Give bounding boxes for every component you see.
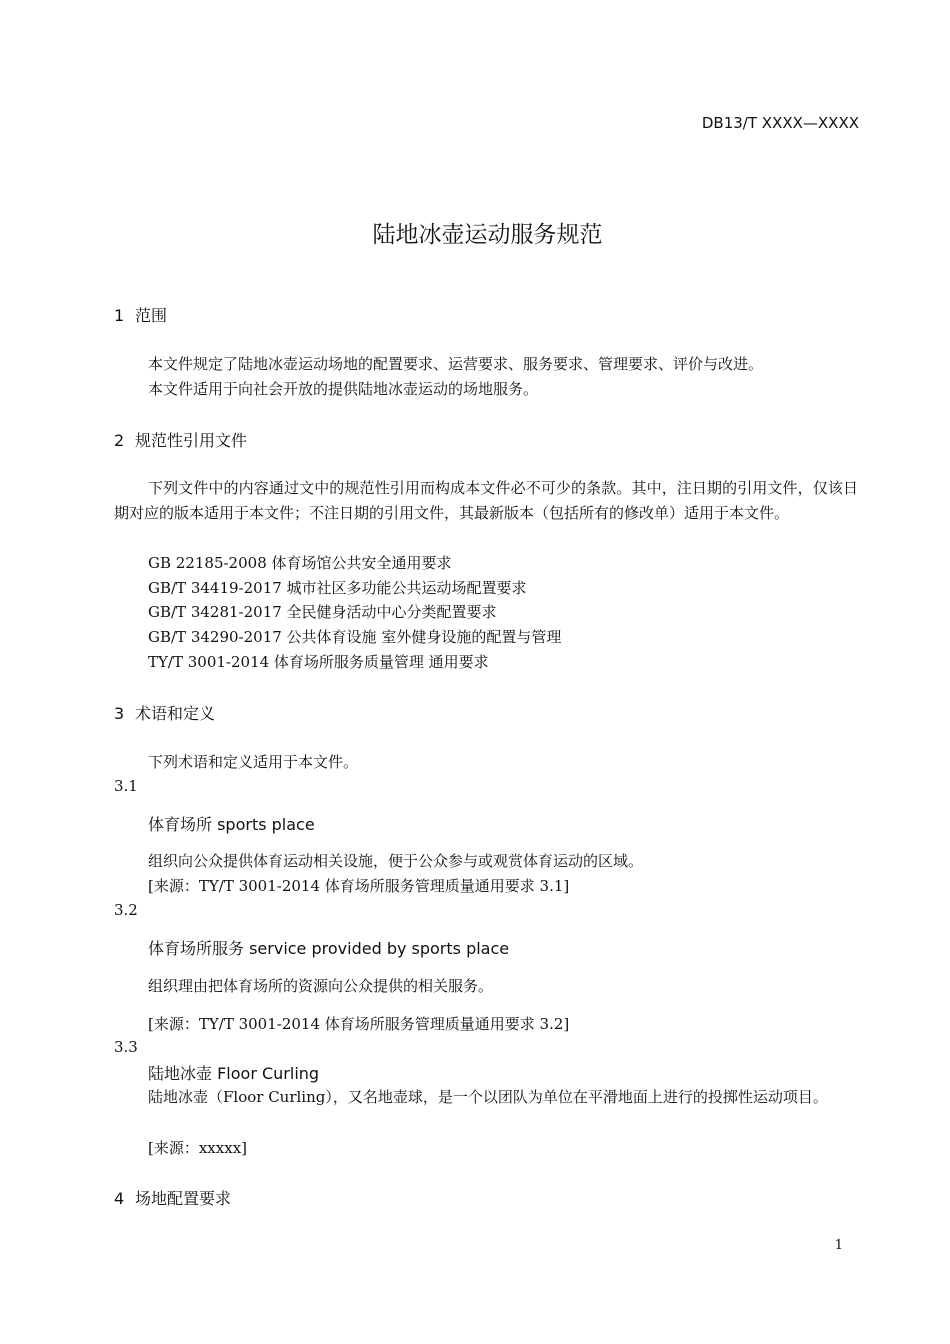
term-title: 陆地冰壶 Floor Curling	[148, 1064, 320, 1083]
document-title: 陆地冰壶运动服务规范	[372, 222, 603, 248]
term-definition: 陆地冰壶（Floor Curling），又名地壶球，是一个以团队为单位在平滑地面上进行的投掷性运动项目。	[148, 1088, 828, 1106]
term-definition: 组织向公众提供体育运动相关设施，便于公众参与或观赏体育运动的区域。	[148, 852, 644, 870]
section-heading	[114, 303, 167, 326]
term-source: [来源：TY/T 3001-2014 体育场所服务管理质量通用要求 3.1]	[148, 877, 570, 895]
term-number: 3.3	[114, 1038, 138, 1056]
term-source: [来源：TY/T 3001-2014 体育场所服务管理质量通用要求 3.2]	[148, 1015, 570, 1033]
section-title: 范围	[135, 306, 168, 325]
section-title: 术语和定义	[135, 704, 216, 723]
section-heading	[114, 428, 247, 451]
reference-item: GB/T 34281-2017 全民健身活动中心分类配置要求	[148, 603, 497, 621]
paragraph: 下列文件中的内容通过文中的规范性引用而构成本文件必不可少的条款。其中，注日期的引用文件，仅该日期对应的版本适用于本文件；不注日期的引用文件，其最新版本（包括所有的修改单）适用于本文件。	[114, 479, 858, 522]
section-title: 规范性引用文件	[135, 431, 248, 450]
section-number: 2	[114, 431, 125, 450]
paragraph: 本文件适用于向社会开放的提供陆地冰壶运动的场地服务。	[148, 380, 539, 398]
paragraph: 下列术语和定义适用于本文件。	[148, 753, 359, 771]
term-number: 3.2	[114, 901, 138, 919]
section-number: 3	[114, 704, 125, 723]
section-number: 4	[114, 1189, 125, 1208]
section-heading	[114, 701, 215, 724]
standard-code: DB13/T XXXX—XXXX	[701, 114, 859, 132]
page-number: 1	[834, 1238, 843, 1253]
reference-item: GB 22185-2008 体育场馆公共安全通用要求	[148, 554, 452, 572]
reference-item: GB/T 34419-2017 城市社区多功能公共运动场配置要求	[148, 579, 527, 597]
term-definition: 组织理由把体育场所的资源向公众提供的相关服务。	[148, 977, 494, 995]
term-title: 体育场所服务 service provided by sports place	[148, 939, 510, 958]
section-number: 1	[114, 306, 125, 325]
section-heading	[114, 1186, 231, 1209]
term-number: 3.1	[114, 777, 138, 795]
reference-item: TY/T 3001-2014 体育场所服务质量管理 通用要求	[148, 653, 489, 671]
term-source: [来源：xxxxx]	[148, 1139, 248, 1157]
reference-item: GB/T 34290-2017 公共体育设施 室外健身设施的配置与管理	[148, 628, 562, 646]
paragraph: 本文件规定了陆地冰壶运动场地的配置要求、运营要求、服务要求、管理要求、评价与改进。	[148, 355, 764, 373]
term-title: 体育场所 sports place	[148, 815, 315, 834]
section-title: 场地配置要求	[135, 1189, 232, 1208]
